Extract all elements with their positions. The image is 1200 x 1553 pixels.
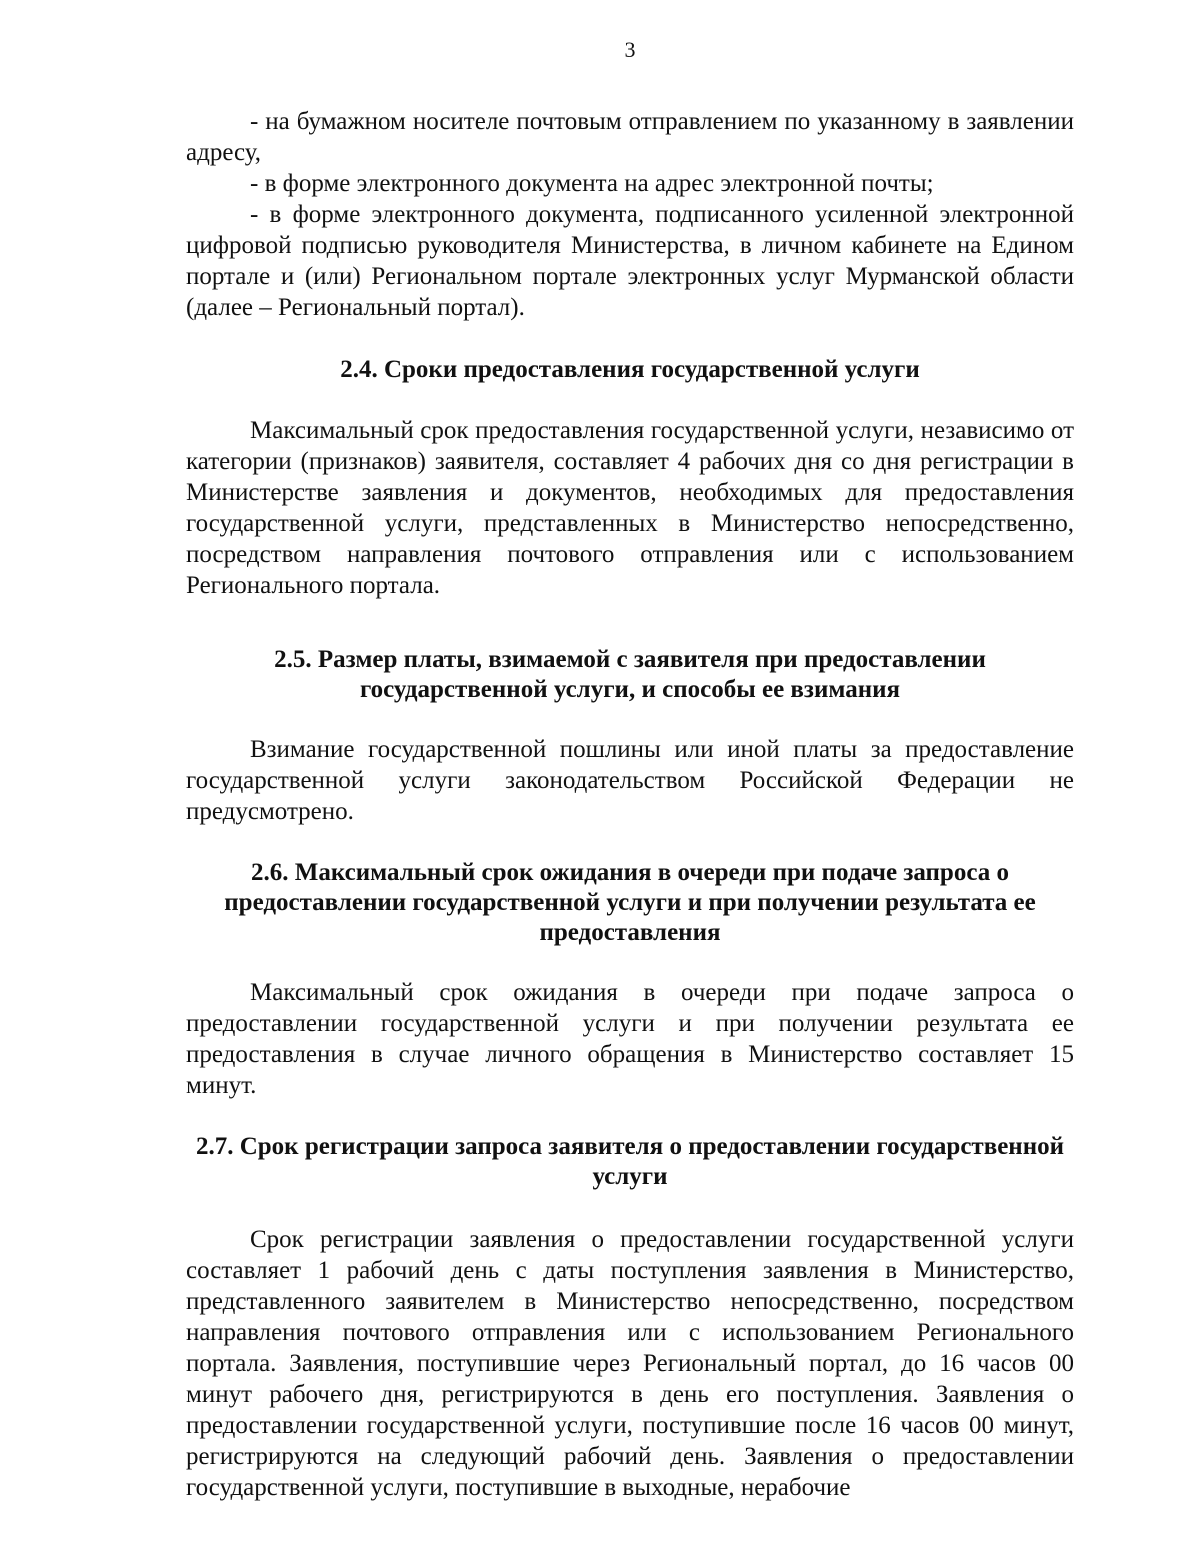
spacer	[186, 601, 1074, 645]
delivery-option-paper: - на бумажном носителе почтовым отправлением по указанному в заявлении адресу,	[186, 108, 1074, 166]
delivery-option-email: - в форме электронного документа на адрес электронной почты;	[250, 170, 934, 197]
section-2-5-heading: 2.5. Размер платы, взимаемой с заявителя при предоставлении государственной услуги, и способы ее взимания	[274, 646, 986, 703]
page-number: 3	[624, 37, 636, 62]
section-2-5-text: Взимание государственной пошлины или иной платы за предоставление государственной услуги законодательством Российской Федерации не предусмотрено.	[186, 736, 1074, 825]
spacer	[186, 385, 1074, 415]
section-2-4-heading: 2.4. Сроки предоставления государственной услуги	[340, 356, 920, 383]
section-2-4-text: Максимальный срок предоставления государственной услуги, независимо от категории (признаков) заявителя, составляет 4 рабочих дня со дня регистрации в Министерстве заявления и документов, необходимых для предоставления государственной услуги, представленных в Министерство непосредственно, посредством направления почтового отправления или с использованием Регионального портала.	[186, 417, 1074, 599]
section-2-7-text: Срок регистрации заявления о предоставлении государственной услуги составляет 1 рабочий день с даты поступления заявления в Министерство, представленного заявителем в Министерство непосредственно, посредством направления почтового отправления или с использованием Регионального портала. Заявления, поступившие через Региональный портал, до 16 часов 00 минут рабочего дня, регистрируются в день его поступления. Заявления о предоставлении государственной услуги, поступившие после 16 часов 00 минут, регистрируются на следующий рабочий день. Заявления о предоставлении государственной услуги, поступившие в выходные, нерабочие	[186, 1226, 1074, 1501]
document-body	[186, 106, 1074, 1503]
section-2-6-heading: 2.6. Максимальный срок ожидания в очереди при подаче запроса о предоставлении государственной услуги и при получении результата ее предоставления	[224, 859, 1036, 946]
delivery-option-portal: - в форме электронного документа, подписанного усиленной электронной цифровой подписью руководителя Министерства, в личном кабинете на Едином портале и (или) Региональном портале электронных услуг Мурманской области (далее – Региональный портал).	[186, 201, 1074, 321]
section-2-7-heading: 2.7. Срок регистрации запроса заявителя о предоставлении государственной услуги	[195, 1133, 1065, 1190]
spacer	[186, 948, 1074, 977]
spacer	[186, 1101, 1074, 1132]
spacer	[186, 827, 1074, 858]
section-2-6-text: Максимальный срок ожидания в очереди при подаче запроса о предоставлении государственной услуги и при получении результата ее предоставления в случае личного обращения в Министерство составляет 15 минут.	[186, 979, 1074, 1099]
spacer	[186, 705, 1074, 734]
spacer	[186, 1192, 1074, 1224]
spacer	[186, 323, 1074, 355]
